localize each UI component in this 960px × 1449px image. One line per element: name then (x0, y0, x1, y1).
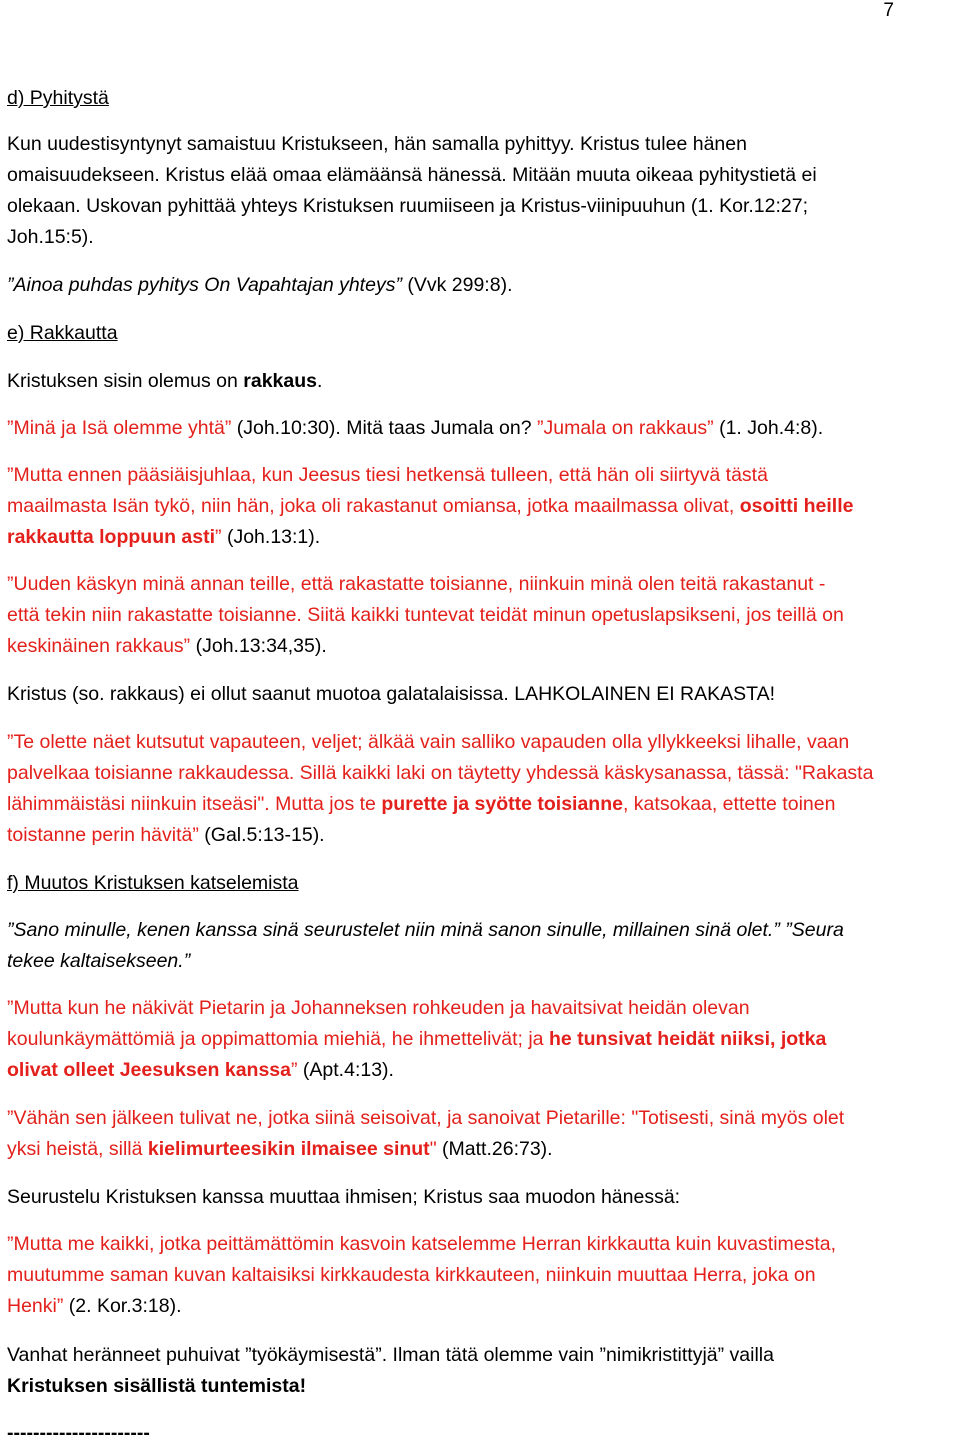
paragraph-pyhitys (7, 129, 957, 253)
text-span: maailmasta Isän tykö, niin hän, joka oli rakastanut omiansa, jotka maailmassa olivat, (7, 495, 740, 517)
text-line: Kun uudestisyntynyt samaistuu Kristukseen, hän samalla pyhittyy. Kristus tulee hänen (7, 133, 747, 155)
text-span: keskinäinen rakkaus” (7, 635, 191, 657)
page-number: 7 (883, 0, 894, 21)
paragraph-galatalaiset: Kristus (so. rakkaus) ei ollut saanut muotoa galatalaisissa. LAHKOLAINEN EI RAKASTA! (7, 683, 776, 705)
heading-rakkautta: e) Rakkautta (7, 322, 118, 344)
text-line: ”Te olette näet kutsutut vapauteen, veljet; älkää vain salliko vapauden olla yllykkeeksi lihalle, vaan (7, 731, 850, 753)
text-line: ”Uuden käskyn minä annan teille, että rakastatte toisianne, niinkuin minä olen teitä rakastanut - (7, 573, 826, 595)
text-span: ” (215, 526, 222, 548)
text-span: " (429, 1138, 437, 1160)
text-line: että tekin niin rakastatte toisianne. Siitä kaikki tuntevat teidät minun opetuslapsikseni, jos teillä on (7, 604, 844, 626)
text-span: lähimmäistäsi niinkuin itseäsi". Mutta jos te (7, 793, 382, 815)
quote-matt26 (7, 1103, 957, 1165)
quote-reference: (Joh.13:1). (226, 526, 321, 548)
quote-joh13-1 (7, 460, 957, 553)
emphasis-rakkaus: rakkaus (243, 370, 318, 392)
emphasis-text: rakkautta loppuun asti (7, 526, 216, 548)
quotes-joh (7, 413, 957, 444)
text-line: ”Vähän sen jälkeen tulivat ne, jotka siinä seisoivat, ja sanoivat Pietarille: "Totisesti, sinä myös olet (7, 1107, 845, 1129)
text-line: ”Mutta ennen pääsiäisjuhlaa, kun Jeesus tiesi hetkensä tulleen, että hän oli siirtyvä tästä (7, 464, 768, 486)
text-line: Joh.15:5). (7, 226, 94, 248)
quote-reference: (Joh.13:34,35). (195, 635, 327, 657)
quote-joh10: ”Minä ja Isä olemme yhtä” (7, 417, 232, 439)
quote-text: ”Ainoa puhdas pyhitys On Vapahtajan yhteys” (7, 274, 402, 296)
text-line: ”Mutta kun he näkivät Pietarin ja Johanneksen rohkeuden ja havaitsivat heidän olevan (7, 997, 750, 1019)
text-span: toistanne perin hävitä” (7, 824, 199, 846)
text-span: Kristuksen sisin olemus on (7, 370, 244, 392)
quote-reference: (1. Joh.4:8). (719, 417, 824, 439)
quote-reference: (Apt.4:13). (302, 1059, 394, 1081)
quote-reference: (Gal.5:13-15). (204, 824, 325, 846)
paragraph-vanhat-heranneet (7, 1340, 957, 1402)
quote-seura (7, 915, 957, 977)
emphasis-text: he tunsivat heidät niiksi, jotka (548, 1028, 827, 1050)
text-span: ” (291, 1059, 298, 1081)
quote-joh13-34 (7, 569, 957, 662)
quote-reference: (Joh.10:30). Mitä taas Jumala on? (236, 417, 532, 439)
quote-vvk (7, 270, 957, 301)
text-line: ”Mutta me kaikki, jotka peittämättömin kasvoin katselemme Herran kirkkautta kuin kuvastimesta, (7, 1233, 837, 1255)
text-line: Kristuksen sisällistä tuntemista! (7, 1375, 307, 1397)
heading-pyhitysta: d) Pyhitystä (7, 87, 109, 109)
text-span: , katsokaa, ettette toinen (622, 793, 836, 815)
text-line: Vanhat heränneet puhuivat ”työkäymisestä”. Ilman tätä olemme vain ”nimikristittyjä” vailla (7, 1344, 774, 1366)
text-span: . (317, 370, 323, 392)
quote-gal5 (7, 727, 957, 851)
text-line: omaisuudekseen. Kristus elää omaa elämäänsä hänessä. Mitään muuta oikeaa pyhitystietä ei (7, 164, 817, 186)
quote-reference: (2. Kor.3:18). (68, 1295, 182, 1317)
heading-muutos: f) Muutos Kristuksen katselemista (7, 872, 299, 894)
footer-rule: ---------------------- (7, 1422, 150, 1444)
quote-apt4 (7, 993, 957, 1086)
text-span: koulunkäymättömiä ja oppimattomia miehiä, he ihmettelivät; ja (7, 1028, 549, 1050)
paragraph-seurustelu: Seurustelu Kristuksen kanssa muuttaa ihmisen; Kristus saa muodon hänessä: (7, 1186, 681, 1208)
emphasis-text: osoitti heille (739, 495, 854, 517)
text-line: ”Sano minulle, kenen kanssa sinä seurustelet niin minä sanon sinulle, millainen sinä olet.” ”Seura (7, 919, 844, 941)
emphasis-text: olivat olleet Jeesuksen kanssa (7, 1059, 291, 1081)
text-line: tekee kaltaisekseen.” (7, 950, 191, 972)
paragraph-rakkaus (7, 366, 957, 397)
quote-reference: (Matt.26:73). (442, 1138, 553, 1160)
emphasis-text: purette ja syötte toisianne (381, 793, 623, 815)
quote-2kor3 (7, 1229, 957, 1322)
quote-1joh4: ”Jumala on rakkaus” (537, 417, 714, 439)
text-span: Henki” (7, 1295, 64, 1317)
quote-reference: (Vvk 299:8). (407, 274, 513, 296)
emphasis-text: kielimurteesikin ilmaisee sinut (147, 1138, 430, 1160)
text-line: olekaan. Uskovan pyhittää yhteys Kristuksen ruumiiseen ja Kristus-viinipuuhun (1. Kor.12:27; (7, 195, 809, 217)
text-line: muutumme saman kuvan kaltaisiksi kirkkaudesta kirkkauteen, niinkuin muuttaa Herra, joka on (7, 1264, 816, 1286)
text-line: palvelkaa toisianne rakkaudessa. Sillä kaikki laki on täytetty yhdessä käskysanassa, tässä: "Rakasta (7, 762, 874, 784)
text-span: yksi heistä, sillä (7, 1138, 148, 1160)
